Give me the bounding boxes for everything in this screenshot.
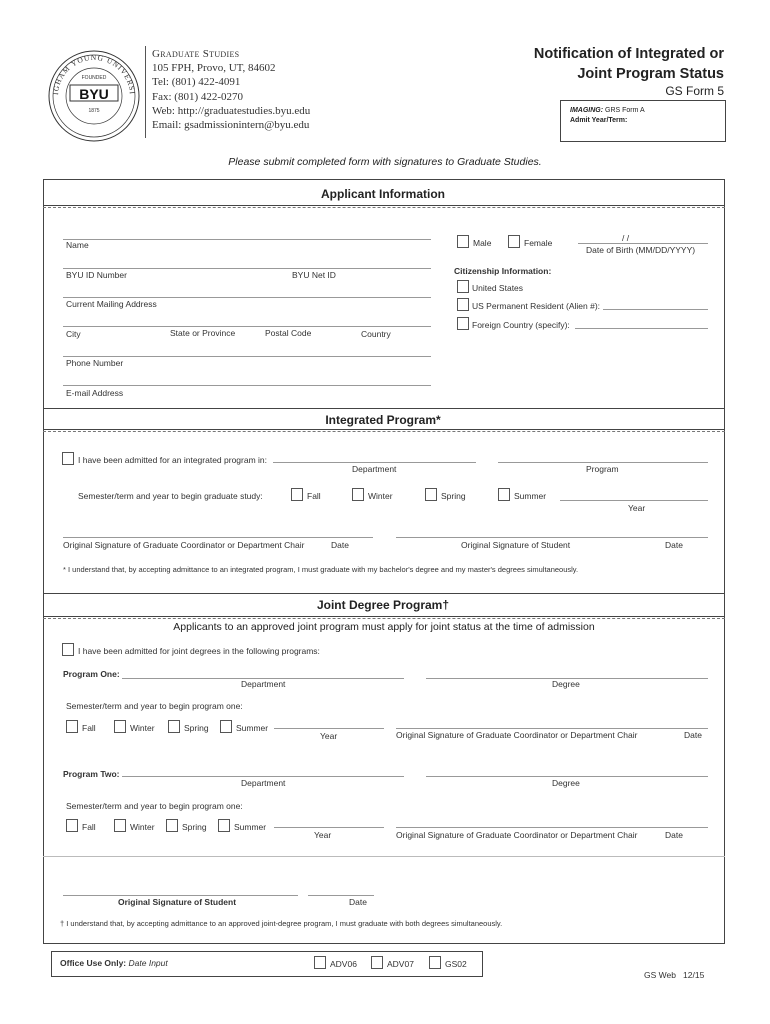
p1-year-field[interactable] <box>274 728 384 729</box>
byu-id-label: BYU ID Number <box>66 270 127 280</box>
program-one-label: Program One: <box>63 669 120 679</box>
p2-fall-checkbox[interactable] <box>66 819 78 832</box>
office-use-title: Office Use Only: <box>60 958 127 968</box>
imaging-box <box>560 100 726 142</box>
joint-student-signature-label: Original Signature of Student <box>118 897 237 907</box>
integrated-year-label: Year <box>628 503 646 513</box>
email-field[interactable] <box>63 385 431 386</box>
section-rule-dashed <box>43 431 725 432</box>
female-checkbox[interactable] <box>508 235 520 248</box>
p2-fall-label: Fall <box>82 822 96 832</box>
male-label: Male <box>473 238 492 248</box>
program-two-degree-field[interactable] <box>426 776 708 777</box>
name-label: Name <box>66 240 89 250</box>
foreign-country-field[interactable] <box>575 328 708 329</box>
postal-label: Postal Code <box>265 328 312 338</box>
integrated-admitted-label: I have been admitted for an integrated program in: <box>78 455 268 465</box>
title-line-2: Joint Program Status <box>577 66 724 82</box>
program-one-department-label: Department <box>241 679 286 689</box>
integrated-note: * I understand that, by accepting admittance to an integrated program, I must graduate with my bachelor's degree and my master's degrees simultaneously. <box>63 565 579 574</box>
joint-student-signature-field[interactable] <box>63 895 298 896</box>
imaging-value: GRS Form A <box>605 107 645 114</box>
title-line-1: Notification of Integrated or <box>533 46 724 62</box>
program-one-semester-label: Semester/term and year to begin program one: <box>66 701 243 711</box>
integrated-program-field[interactable] <box>498 462 708 463</box>
instructions: Please submit completed form with signatures to Graduate Studies. <box>228 156 542 168</box>
citizenship-label: Citizenship Information: <box>454 266 552 276</box>
integrated-department-label: Department <box>352 464 397 474</box>
phone-label: Phone Number <box>66 358 124 368</box>
city-label: City <box>66 329 81 339</box>
address: 105 FPH, Provo, UT, 84602 <box>152 62 276 75</box>
applicant-section-title: Applicant Information <box>321 187 445 201</box>
integrated-summer-checkbox[interactable] <box>498 488 510 501</box>
integrated-coordinator-signature-label: Original Signature of Graduate Coordinator or Department Chair <box>63 540 305 550</box>
dob-label: Date of Birth (MM/DD/YYYY) <box>586 245 696 255</box>
byu-id-field[interactable] <box>63 268 431 269</box>
p1-coordinator-signature-field[interactable] <box>396 728 708 729</box>
state-label: State or Province <box>170 328 236 338</box>
p2-spring-checkbox[interactable] <box>166 819 178 832</box>
adv06-checkbox[interactable] <box>314 956 326 969</box>
section-rule <box>43 429 725 430</box>
joint-student-date-field[interactable] <box>308 895 374 896</box>
joint-admitted-checkbox[interactable] <box>62 643 74 656</box>
alien-number-field[interactable] <box>603 309 708 310</box>
p1-date-label: Date <box>684 730 702 740</box>
p2-winter-label: Winter <box>130 822 155 832</box>
p1-fall-label: Fall <box>82 723 96 733</box>
integrated-winter-label: Winter <box>368 491 393 501</box>
integrated-coordinator-date-label: Date <box>331 540 349 550</box>
integrated-spring-checkbox[interactable] <box>425 488 437 501</box>
p2-coordinator-signature-field[interactable] <box>396 827 708 828</box>
section-rule <box>43 205 725 206</box>
form-title <box>534 44 724 84</box>
male-checkbox[interactable] <box>457 235 469 248</box>
us-checkbox[interactable] <box>457 280 469 293</box>
p2-winter-checkbox[interactable] <box>114 819 126 832</box>
p1-year-label: Year <box>320 731 338 741</box>
integrated-admitted-checkbox[interactable] <box>62 452 74 465</box>
p1-winter-label: Winter <box>130 723 155 733</box>
seal-arc-text: IGHAM YOUNG UNIVERSI <box>50 53 138 96</box>
seal-year: 1875 <box>88 108 100 114</box>
footer-version: GS Web 12/15 <box>644 970 705 980</box>
program-two-degree-label: Degree <box>552 778 580 788</box>
integrated-summer-label: Summer <box>514 491 547 501</box>
program-one-degree-label: Degree <box>552 679 580 689</box>
integrated-student-date-label: Date <box>665 540 683 550</box>
adv06-label: ADV06 <box>330 959 357 969</box>
foreign-checkbox[interactable] <box>457 317 469 330</box>
integrated-semester-label: Semester/term and year to begin graduate study: <box>78 491 263 501</box>
p2-date-label: Date <box>665 830 683 840</box>
program-two-department-label: Department <box>241 778 286 788</box>
dob-field[interactable] <box>578 243 708 244</box>
section-rule <box>43 616 725 617</box>
section-rule-dashed <box>43 207 725 208</box>
gs02-label: GS02 <box>445 959 467 969</box>
integrated-fall-label: Fall <box>307 491 321 501</box>
program-two-department-field[interactable] <box>122 776 404 777</box>
p1-winter-checkbox[interactable] <box>114 720 126 733</box>
integrated-student-signature-label: Original Signature of Student <box>461 540 571 550</box>
country-label: Country <box>361 329 391 339</box>
perm-res-checkbox[interactable] <box>457 298 469 311</box>
section-rule-dashed <box>43 618 725 619</box>
us-label: United States <box>472 283 524 293</box>
p2-year-field[interactable] <box>274 827 384 828</box>
phone-field[interactable] <box>63 356 431 357</box>
joint-subtitle: Applicants to an approved joint program must apply for joint status at the time of admission <box>173 621 595 633</box>
org-name: Graduate Studies <box>152 48 240 60</box>
section-rule <box>43 593 725 594</box>
imaging-label: IMAGING: <box>570 107 604 114</box>
integrated-fall-checkbox[interactable] <box>291 488 303 501</box>
dob-slashes: / / <box>622 233 630 243</box>
adv07-label: ADV07 <box>387 959 414 969</box>
city-state-field[interactable] <box>63 326 431 327</box>
integrated-department-field[interactable] <box>273 462 476 463</box>
admit-year-label: Admit Year/Term: <box>570 117 628 124</box>
seal-founded: FOUNDED <box>81 75 107 81</box>
perm-res-label: US Permanent Resident (Alien #): <box>472 301 601 311</box>
fax: Fax: (801) 422-0270 <box>152 90 244 103</box>
p1-fall-checkbox[interactable] <box>66 720 78 733</box>
section-rule <box>43 408 725 409</box>
integrated-student-signature-field[interactable] <box>396 537 708 538</box>
integrated-coordinator-signature-field[interactable] <box>63 537 373 538</box>
email-address: Email: gsadmissionintern@byu.edu <box>152 119 310 132</box>
name-field[interactable] <box>63 239 431 240</box>
email-label: E-mail Address <box>66 388 124 398</box>
integrated-spring-label: Spring <box>441 491 466 501</box>
net-id-label: BYU Net ID <box>292 270 336 280</box>
p1-summer-checkbox[interactable] <box>220 720 232 733</box>
joint-student-date-label: Date <box>349 897 367 907</box>
website: Web: http://graduatestudies.byu.edu <box>152 104 311 117</box>
p2-spring-label: Spring <box>182 822 207 832</box>
mailing-address-field[interactable] <box>63 297 431 298</box>
p2-summer-checkbox[interactable] <box>218 819 230 832</box>
seal-logo: BYU <box>79 86 109 102</box>
integrated-winter-checkbox[interactable] <box>352 488 364 501</box>
mailing-address-label: Current Mailing Address <box>66 299 157 309</box>
telephone: Tel: (801) 422-4091 <box>152 76 241 89</box>
adv07-checkbox[interactable] <box>371 956 383 969</box>
gs02-checkbox[interactable] <box>429 956 441 969</box>
program-two-semester-label: Semester/term and year to begin program one: <box>66 801 243 811</box>
p1-spring-label: Spring <box>184 723 209 733</box>
female-label: Female <box>524 238 553 248</box>
joint-note: † I understand that, by accepting admittance to an approved joint-degree program, I must graduate with both degrees simultaneously. <box>60 919 503 928</box>
p2-coordinator-signature-label: Original Signature of Graduate Coordinator or Department Chair <box>396 830 638 840</box>
integrated-section-title: Integrated Program* <box>325 413 441 427</box>
form-number: GS Form 5 <box>665 84 724 98</box>
p2-summer-label: Summer <box>234 822 267 832</box>
joint-section-title: Joint Degree Program† <box>316 598 450 612</box>
integrated-year-field[interactable] <box>560 500 708 501</box>
section-rule <box>43 856 725 857</box>
integrated-program-label: Program <box>586 464 619 474</box>
p1-spring-checkbox[interactable] <box>168 720 180 733</box>
header-divider <box>145 46 146 138</box>
p2-year-label: Year <box>314 830 332 840</box>
p1-summer-label: Summer <box>236 723 269 733</box>
joint-admitted-label: I have been admitted for joint degrees in the following programs: <box>78 646 320 656</box>
foreign-label: Foreign Country (specify): <box>472 320 570 330</box>
office-date-input: Date Input <box>128 958 168 968</box>
office-use-label <box>60 958 168 968</box>
p1-coordinator-signature-label: Original Signature of Graduate Coordinator or Department Chair <box>396 730 638 740</box>
byu-seal <box>46 48 142 144</box>
contact-block <box>152 47 310 132</box>
program-two-label: Program Two: <box>63 769 120 779</box>
